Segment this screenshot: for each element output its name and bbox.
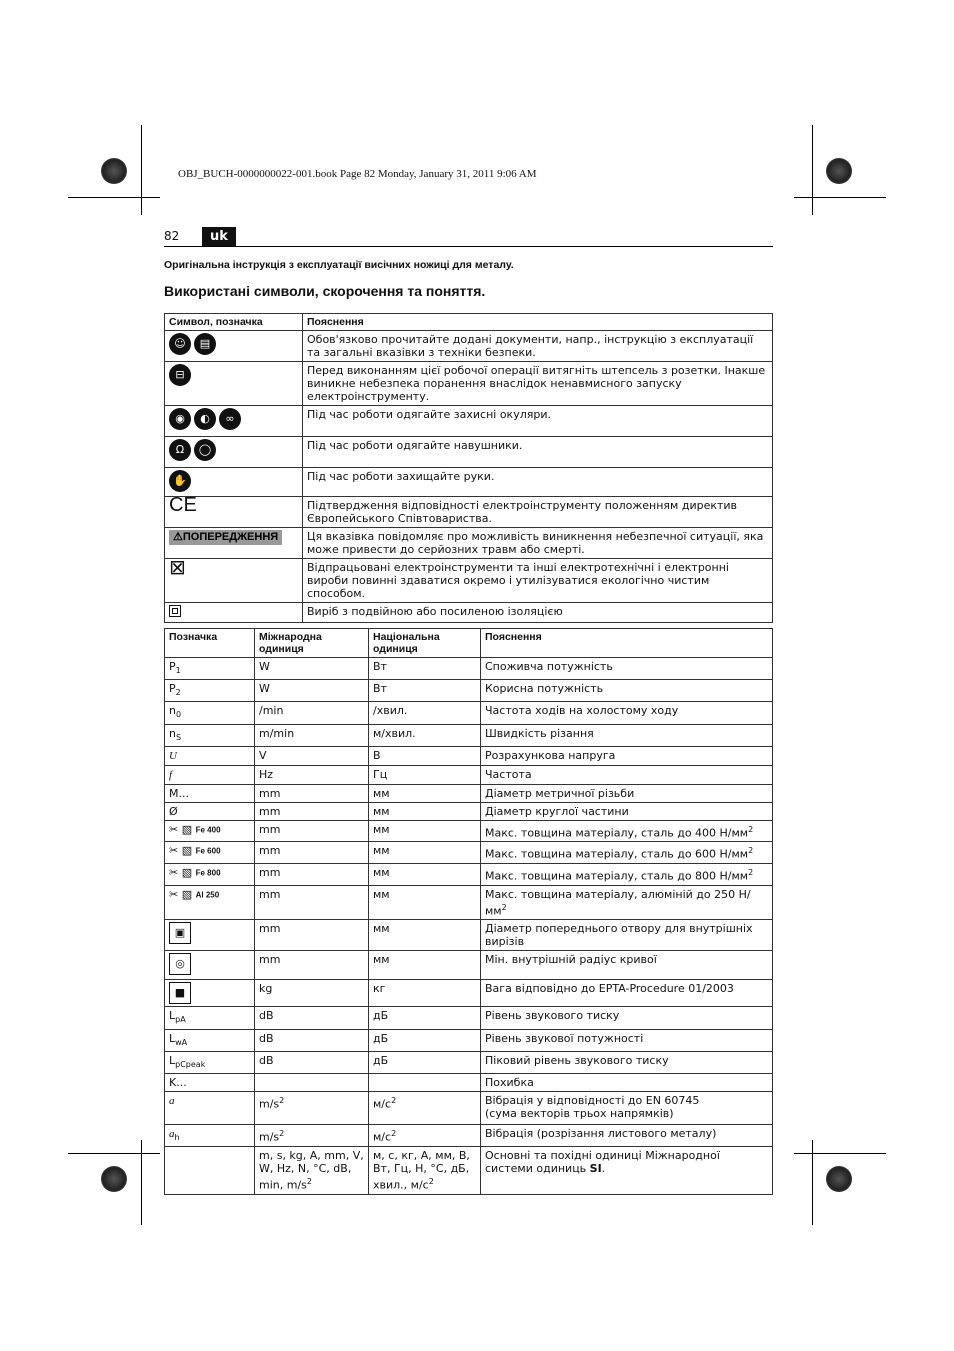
row-explanation	[481, 702, 773, 724]
intl-unit-text: dB	[259, 1053, 274, 1067]
weight-icon: ■	[169, 982, 191, 1004]
row-national-unit	[369, 820, 481, 842]
row-symbol	[165, 885, 255, 920]
registration-dial	[101, 1166, 127, 1192]
explanation-text: Вібрація (розрізання листового металу)	[485, 1126, 717, 1140]
row-national-unit	[369, 1007, 481, 1029]
explanation-text: Рівень звукової потужності	[485, 1031, 644, 1045]
symbol-subscript: pA	[175, 1015, 186, 1025]
gloves-icon: ✋	[169, 470, 191, 492]
row-symbol	[165, 680, 255, 702]
double-insulation-icon	[169, 605, 181, 617]
explanation-text: Діаметр попереднього отвору для внутрішніх вирізів	[485, 922, 753, 949]
crossed-bin-icon: ⊠	[169, 555, 186, 579]
row-intl-unit	[255, 1051, 369, 1073]
row-intl-unit	[255, 802, 369, 820]
row-national-unit	[369, 724, 481, 746]
symbol-subscript: 1	[175, 666, 181, 676]
row-intl-unit	[255, 820, 369, 842]
row-explanation	[481, 680, 773, 702]
symbol-text: P	[169, 682, 176, 696]
national-unit-text: В	[373, 748, 381, 762]
table-row	[165, 1124, 773, 1146]
explanation-text: Діаметр метричної різьби	[485, 786, 635, 800]
symbol-text: L	[169, 1031, 176, 1045]
table-row	[165, 1007, 773, 1029]
row-explanation	[481, 980, 773, 1007]
page-number: 82	[164, 229, 180, 243]
symbol-text: a	[169, 1094, 175, 1107]
table-row	[165, 1147, 773, 1195]
symbol-subscript: wA	[175, 1037, 188, 1047]
table-row	[165, 842, 773, 864]
national-unit-text: кг	[373, 982, 386, 996]
explanation-end: .	[601, 1162, 606, 1176]
national-unit-text: мм	[373, 866, 390, 880]
pre-hole-diameter-icon: ▣	[169, 922, 191, 944]
symbol-text: M...	[169, 786, 189, 800]
row-national-unit	[369, 1091, 481, 1124]
explanation-text: Частота ходів на холостому ходу	[485, 704, 679, 718]
row-symbol	[165, 784, 255, 802]
explanation-text-2: (сума векторів трьох напрямків)	[485, 1106, 674, 1120]
row-national-unit	[369, 885, 481, 920]
material-thickness-icon: ✂ ▧	[169, 887, 196, 901]
explanation-sup: 2	[748, 846, 754, 856]
symbol-subscript: pCpeak	[175, 1059, 206, 1069]
national-unit-text: мм	[373, 953, 390, 967]
row-explanation: Під час роботи одягайте навушники.	[303, 437, 773, 468]
row-intl-unit	[255, 980, 369, 1007]
crop-mark	[812, 125, 813, 215]
warning-label-text: ПОПЕРЕДЖЕННЯ	[182, 531, 279, 543]
symbol-text: a	[169, 1127, 175, 1140]
table-row	[165, 885, 773, 920]
row-symbol	[165, 820, 255, 842]
national-unit-text: /хвил.	[373, 704, 408, 718]
intl-unit-text: mm	[259, 804, 281, 818]
file-info: OBJ_BUCH-0000000022-001.book Page 82 Monday, January 31, 2011 9:06 AM	[178, 168, 537, 180]
row-intl-unit	[255, 1147, 369, 1195]
national-unit-text: м/с	[373, 1130, 392, 1144]
intl-unit-text: m/s	[259, 1130, 280, 1144]
material-label: Al 250	[195, 890, 220, 900]
row-national-unit	[369, 765, 481, 784]
row-symbol	[165, 658, 255, 680]
explanation-text: Розрахункова напруга	[485, 748, 616, 762]
row-symbol	[165, 980, 255, 1007]
intl-unit-text: mm	[259, 866, 281, 880]
row-symbol	[165, 702, 255, 724]
row-symbol	[165, 724, 255, 746]
intl-unit-text: mm	[259, 786, 281, 800]
symbol-text: n	[169, 726, 176, 740]
table-row	[165, 802, 773, 820]
read-manual-icon: ☺	[169, 333, 191, 355]
row-explanation: Перед виконанням цієї робочої операції витягніть штепсель з розетки. Інакше виникне небезпека поранення внаслідок ненавмисного запуску електроінструменту.	[303, 362, 773, 406]
row-explanation	[481, 784, 773, 802]
row-national-unit	[369, 658, 481, 680]
table-row	[165, 680, 773, 702]
row-symbol	[165, 1029, 255, 1051]
symbol-subscript: 2	[175, 688, 181, 698]
table-row	[165, 820, 773, 842]
document-subtitle: Оригінальна інструкція з експлуатації висічних ножиці для металу.	[164, 259, 514, 271]
intl-unit-text: mm	[259, 953, 281, 967]
row-explanation: Виріб з подвійною або посиленою ізоляцією	[303, 603, 773, 623]
row-national-unit	[369, 1073, 481, 1091]
material-label: Fe 800	[195, 868, 221, 878]
intl-unit-sup: 2	[279, 1095, 285, 1105]
table-row	[165, 702, 773, 724]
table-row	[165, 603, 773, 623]
table-row	[165, 951, 773, 980]
registration-dial	[826, 1166, 852, 1192]
national-unit-text: м/с	[373, 1097, 392, 1111]
row-symbol	[165, 1073, 255, 1091]
row-intl-unit	[255, 784, 369, 802]
row-symbol	[165, 951, 255, 980]
row-national-unit	[369, 784, 481, 802]
table-row	[165, 559, 773, 603]
row-intl-unit	[255, 864, 369, 886]
row-national-unit	[369, 1029, 481, 1051]
national-unit-text: м/хвил.	[373, 726, 416, 740]
intl-unit-text: dB	[259, 1009, 274, 1023]
row-symbol	[165, 1051, 255, 1073]
row-intl-unit	[255, 951, 369, 980]
row-national-unit	[369, 951, 481, 980]
table-row	[165, 658, 773, 680]
national-unit-text: Гц	[373, 767, 388, 781]
table-row	[165, 1091, 773, 1124]
row-national-unit	[369, 802, 481, 820]
explanation-text: Макс. товщина матеріалу, сталь до 800 Н/мм	[485, 869, 749, 883]
national-unit-text: мм	[373, 844, 390, 858]
table-row	[165, 528, 773, 559]
row-explanation: Під час роботи захищайте руки.	[303, 468, 773, 497]
row-explanation	[481, 658, 773, 680]
crop-mark	[794, 1153, 886, 1154]
row-explanation	[481, 1029, 773, 1051]
table-row	[165, 362, 773, 406]
explanation-text: Макс. товщина матеріалу, сталь до 400 Н/мм	[485, 826, 749, 840]
intl-unit-text: mm	[259, 822, 281, 836]
explanation-text: Макс. товщина матеріалу, алюміній до 250 Н/мм	[485, 887, 751, 918]
explanation-text: Швидкість різання	[485, 726, 594, 740]
row-national-unit	[369, 680, 481, 702]
row-explanation: Під час роботи одягайте захисні окуляри.	[303, 406, 773, 437]
row-explanation	[481, 1147, 773, 1195]
national-unit-text: мм	[373, 922, 390, 936]
row-symbol	[165, 864, 255, 886]
safety-glasses-icon: ∞	[219, 408, 241, 430]
safety-goggles-icon: ◉	[169, 408, 191, 430]
symbol-subscript: h	[174, 1133, 180, 1143]
explanation-bold: SI	[589, 1162, 602, 1176]
symbol-text: P	[169, 660, 176, 673]
row-explanation	[481, 1124, 773, 1146]
row-national-unit	[369, 1051, 481, 1073]
symbol-text: L	[169, 1009, 176, 1023]
intl-unit-text: mm	[259, 887, 281, 901]
table-row	[165, 864, 773, 886]
col-explanation: Пояснення	[481, 629, 773, 658]
intl-unit-text: Hz	[259, 767, 274, 781]
row-intl-unit	[255, 920, 369, 951]
table-row	[165, 765, 773, 784]
table-row	[165, 406, 773, 437]
national-unit-text: дБ	[373, 1009, 389, 1023]
material-label: Fe 600	[195, 846, 221, 856]
row-intl-unit	[255, 1124, 369, 1146]
intl-unit-text: W	[259, 660, 270, 673]
ear-protection-icon: ◯	[194, 439, 216, 461]
row-explanation: Підтвердження відповідності електроінструменту положенням директив Європейського Співтовариства.	[303, 497, 773, 528]
table-row	[165, 497, 773, 528]
col-intl: Міжнародна одиниця	[255, 629, 369, 658]
table-row	[165, 1029, 773, 1051]
national-unit-text: мм	[373, 786, 390, 800]
row-explanation	[481, 820, 773, 842]
explanation-text: Макс. товщина матеріалу, сталь до 600 Н/мм	[485, 848, 749, 862]
intl-unit-text: mm	[259, 922, 281, 936]
row-national-unit	[369, 1124, 481, 1146]
intl-unit-text: m/min	[259, 726, 295, 740]
intl-unit-text: m, s, kg, A, mm, V, W, Hz, N, °C, dB, min, m/s	[259, 1149, 364, 1192]
material-label: Fe 400	[195, 825, 221, 835]
col-symbol: Символ, позначка	[165, 314, 303, 331]
units-table	[164, 628, 773, 1195]
row-symbol	[165, 1007, 255, 1029]
face-shield-icon: ◐	[194, 408, 216, 430]
row-symbol	[165, 746, 255, 765]
table-row	[165, 920, 773, 951]
ear-protection-icon: Ω	[169, 439, 191, 461]
national-unit-text: м, с, кг, А, мм, В, Вт, Гц, Н, °C, дБ, хвил., м/с	[373, 1149, 470, 1192]
row-intl-unit	[255, 658, 369, 680]
row-intl-unit	[255, 702, 369, 724]
national-unit-sup: 2	[391, 1128, 397, 1138]
row-intl-unit	[255, 1007, 369, 1029]
row-intl-unit	[255, 765, 369, 784]
row-national-unit	[369, 702, 481, 724]
symbol-text: f	[169, 768, 173, 781]
intl-unit-text: kg	[259, 982, 273, 996]
material-thickness-icon: ✂ ▧	[169, 822, 196, 836]
intl-unit-sup: 2	[279, 1128, 285, 1138]
row-intl-unit	[255, 885, 369, 920]
symbol-subscript: 0	[175, 710, 182, 720]
row-explanation	[481, 1073, 773, 1091]
symbol-text: K...	[169, 1075, 187, 1089]
row-symbol	[165, 920, 255, 951]
explanation-text: Похибка	[485, 1075, 534, 1089]
curve-radius-icon: ◎	[169, 953, 191, 975]
col-symbol: Позначка	[165, 629, 255, 658]
national-unit-text: дБ	[373, 1053, 389, 1067]
row-explanation	[481, 1091, 773, 1124]
row-national-unit	[369, 920, 481, 951]
table-row	[165, 980, 773, 1007]
material-thickness-icon: ✂ ▧	[169, 844, 196, 858]
national-unit-text: мм	[373, 822, 390, 836]
symbol-text: Ø	[169, 804, 178, 818]
row-national-unit	[369, 842, 481, 864]
registration-dial	[826, 158, 852, 184]
crop-mark	[68, 1153, 160, 1154]
explanation-text: Вібрація у відповідності до EN 60745	[485, 1093, 700, 1107]
row-intl-unit	[255, 724, 369, 746]
national-unit-text: Вт	[373, 682, 387, 696]
warning-label: ⚠ПОПЕРЕДЖЕННЯ	[169, 530, 282, 545]
row-explanation	[481, 1051, 773, 1073]
row-national-unit	[369, 980, 481, 1007]
row-explanation	[481, 920, 773, 951]
explanation-sup: 2	[501, 902, 507, 912]
national-unit-text: дБ	[373, 1031, 389, 1045]
national-unit-text: Вт	[373, 660, 387, 673]
explanation-sup: 2	[748, 824, 754, 834]
crop-mark	[794, 197, 886, 198]
national-unit-sup: 2	[428, 1177, 434, 1187]
material-thickness-icon: ✂ ▧	[169, 866, 196, 880]
row-explanation	[481, 746, 773, 765]
row-explanation	[481, 951, 773, 980]
explanation-text: Споживча потужність	[485, 660, 613, 673]
row-explanation	[481, 802, 773, 820]
row-explanation	[481, 864, 773, 886]
table-row	[165, 331, 773, 362]
explanation-text: Мін. внутрішній радіус кривої	[485, 953, 657, 967]
table-row	[165, 746, 773, 765]
intl-unit-text: /min	[259, 704, 284, 718]
row-intl-unit	[255, 680, 369, 702]
row-explanation	[481, 765, 773, 784]
intl-unit-sup: 2	[306, 1177, 312, 1187]
explanation-sup: 2	[748, 868, 754, 878]
symbol-text: n	[169, 704, 176, 718]
row-intl-unit	[255, 1073, 369, 1091]
row-symbol	[165, 1124, 255, 1146]
explanation-text: Діаметр круглої частини	[485, 804, 629, 818]
row-intl-unit	[255, 1091, 369, 1124]
table-row	[165, 784, 773, 802]
row-symbol	[165, 1091, 255, 1124]
row-intl-unit	[255, 1029, 369, 1051]
symbol-text: L	[169, 1053, 176, 1067]
row-symbol	[165, 842, 255, 864]
row-explanation	[481, 1007, 773, 1029]
explanation-text: Рівень звукового тиску	[485, 1009, 620, 1023]
symbols-table	[164, 313, 773, 623]
explanation-text: Корисна потужність	[485, 682, 604, 696]
col-national: Національна одиниця	[369, 629, 481, 658]
section-title: Використані символи, скорочення та поняття.	[164, 283, 486, 299]
row-symbol	[165, 1147, 255, 1195]
symbol-text: U	[169, 749, 177, 762]
row-explanation	[481, 885, 773, 920]
unplug-icon: ⊟	[169, 364, 191, 386]
row-explanation: Відпрацьовані електроінструменти та інші електротехнічні і електронні вироби повинні здаватися окремо і утилізуватися екологічно чистим способом.	[303, 559, 773, 603]
table-row	[165, 468, 773, 497]
language-badge: uk	[202, 227, 236, 246]
row-explanation	[481, 724, 773, 746]
intl-unit-text: dB	[259, 1031, 274, 1045]
explanation-text: Піковий рівень звукового тиску	[485, 1053, 669, 1067]
row-symbol	[165, 765, 255, 784]
col-explanation: Пояснення	[303, 314, 773, 331]
row-intl-unit	[255, 842, 369, 864]
ce-mark-icon: CE	[169, 494, 197, 516]
row-explanation: Ця вказівка повідомляє про можливість виникнення небезпечної ситуації, яка може привести до серйозних травм або смерті.	[303, 528, 773, 559]
intl-unit-text: V	[259, 748, 267, 762]
row-intl-unit	[255, 746, 369, 765]
row-national-unit	[369, 1147, 481, 1195]
row-explanation: Обов'язково прочитайте додані документи, напр., інструкцію з експлуатації та загальні вказівки з техніки безпеки.	[303, 331, 773, 362]
header-rule	[164, 246, 773, 247]
row-national-unit	[369, 864, 481, 886]
table-row	[165, 724, 773, 746]
national-unit-text: мм	[373, 804, 390, 818]
table-row	[165, 1051, 773, 1073]
intl-unit-text: mm	[259, 844, 281, 858]
book-icon: ▤	[194, 333, 216, 355]
explanation-text: Вага відповідно до EPTA-Procedure 01/2003	[485, 982, 734, 996]
explanation-text: Частота	[485, 767, 532, 781]
crop-mark	[141, 125, 142, 215]
table-row	[165, 1073, 773, 1091]
row-explanation	[481, 842, 773, 864]
table-row	[165, 437, 773, 468]
explanation-text: Основні та похідні одиниці Міжнародної системи одиниць	[485, 1149, 720, 1176]
national-unit-sup: 2	[391, 1095, 397, 1105]
row-symbol	[165, 802, 255, 820]
registration-dial	[101, 158, 127, 184]
symbol-subscript: S	[175, 732, 182, 742]
national-unit-text: мм	[373, 887, 390, 901]
intl-unit-text: W	[259, 682, 270, 696]
intl-unit-text: m/s	[259, 1097, 280, 1111]
crop-mark	[68, 197, 160, 198]
row-national-unit	[369, 746, 481, 765]
